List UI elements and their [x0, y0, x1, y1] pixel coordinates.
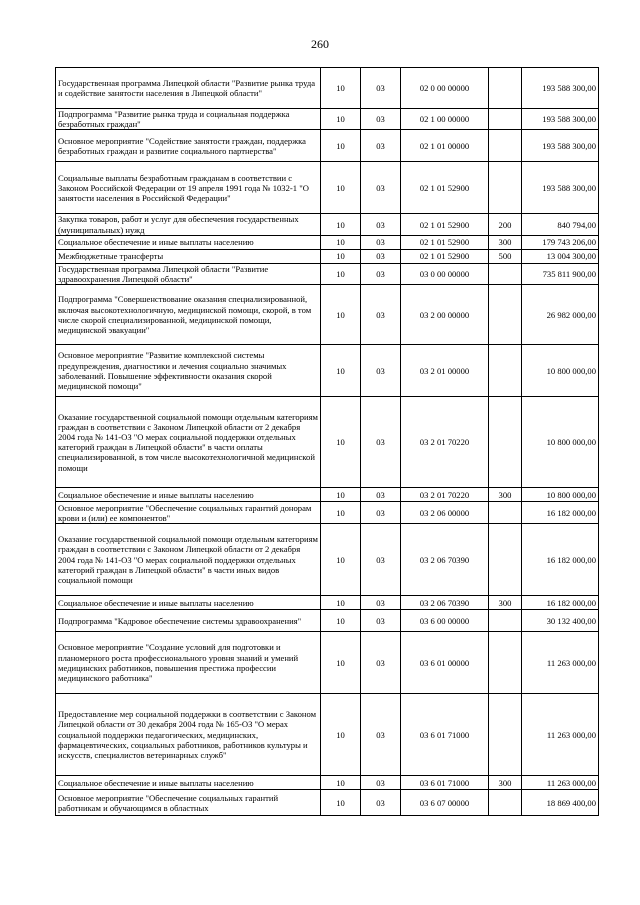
row-name: Основное мероприятие "Обеспечение социальных гарантий донорам крови и (или) ее компонентов"	[56, 502, 321, 524]
row-target-article: 03 6 01 71000	[401, 776, 489, 790]
row-amount: 30 132 400,00	[522, 610, 599, 632]
row-target-article: 02 1 00 00000	[401, 109, 489, 130]
row-section: 10	[321, 162, 361, 214]
row-subsection: 03	[361, 345, 401, 397]
row-name: Социальные выплаты безработным гражданам в соответствии с Законом Российской Федерации от 19 апреля 1991 года № 1032-1 "О занятости населения в Российской Федерации"	[56, 162, 321, 214]
row-section: 10	[321, 610, 361, 632]
row-subsection: 03	[361, 632, 401, 694]
row-target-article: 03 6 01 71000	[401, 694, 489, 776]
row-amount: 10 800 000,00	[522, 397, 599, 488]
row-section: 10	[321, 249, 361, 263]
row-expense-type: 500	[489, 249, 522, 263]
row-expense-type	[489, 285, 522, 345]
table-row	[56, 214, 599, 235]
row-expense-type	[489, 502, 522, 524]
row-target-article: 02 1 01 52900	[401, 249, 489, 263]
row-target-article: 03 2 01 70220	[401, 488, 489, 502]
row-expense-type	[489, 790, 522, 816]
table-row	[56, 68, 599, 109]
table-row	[56, 596, 599, 610]
row-name: Подпрограмма "Кадровое обеспечение системы здравоохранения"	[56, 610, 321, 632]
row-expense-type	[489, 68, 522, 109]
row-section: 10	[321, 632, 361, 694]
row-section: 10	[321, 596, 361, 610]
row-amount: 193 588 300,00	[522, 109, 599, 130]
row-section: 10	[321, 263, 361, 284]
row-name: Социальное обеспечение и иные выплаты населению	[56, 488, 321, 502]
table-row	[56, 285, 599, 345]
table-row	[56, 345, 599, 397]
table-row	[56, 130, 599, 162]
row-subsection: 03	[361, 524, 401, 596]
row-name: Социальное обеспечение и иные выплаты населению	[56, 776, 321, 790]
table-row	[56, 488, 599, 502]
row-target-article: 03 2 06 00000	[401, 502, 489, 524]
row-target-article: 02 1 01 52900	[401, 162, 489, 214]
row-section: 10	[321, 214, 361, 235]
row-name: Межбюджетные трансферты	[56, 249, 321, 263]
budget-table	[55, 67, 599, 816]
row-amount: 193 588 300,00	[522, 130, 599, 162]
row-expense-type	[489, 397, 522, 488]
table-row	[56, 502, 599, 524]
row-expense-type	[489, 130, 522, 162]
row-target-article: 03 2 01 70220	[401, 397, 489, 488]
row-subsection: 03	[361, 68, 401, 109]
row-section: 10	[321, 790, 361, 816]
row-section: 10	[321, 488, 361, 502]
row-section: 10	[321, 524, 361, 596]
row-target-article: 02 1 01 52900	[401, 235, 489, 249]
table-row	[56, 776, 599, 790]
row-name: Социальное обеспечение и иные выплаты населению	[56, 596, 321, 610]
row-expense-type: 200	[489, 214, 522, 235]
row-amount: 11 263 000,00	[522, 776, 599, 790]
row-expense-type	[489, 632, 522, 694]
row-amount: 10 800 000,00	[522, 345, 599, 397]
row-section: 10	[321, 502, 361, 524]
row-subsection: 03	[361, 776, 401, 790]
row-amount: 16 182 000,00	[522, 524, 599, 596]
row-amount: 193 588 300,00	[522, 162, 599, 214]
row-amount: 10 800 000,00	[522, 488, 599, 502]
row-expense-type	[489, 694, 522, 776]
row-subsection: 03	[361, 109, 401, 130]
row-section: 10	[321, 68, 361, 109]
row-name: Основное мероприятие "Создание условий для подготовки и планомерного роста профессионального уровня знаний и умений медицинских работников, повышения престижа профессии медицинского работника"	[56, 632, 321, 694]
row-amount: 26 982 000,00	[522, 285, 599, 345]
row-subsection: 03	[361, 235, 401, 249]
row-target-article: 03 6 01 00000	[401, 632, 489, 694]
row-subsection: 03	[361, 214, 401, 235]
row-subsection: 03	[361, 596, 401, 610]
row-amount: 11 263 000,00	[522, 694, 599, 776]
row-name: Основное мероприятие "Развитие комплексной системы предупреждения, диагностики и лечения социально значимых заболеваний. Повышение эффективности оказания скорой медицинской помощи"	[56, 345, 321, 397]
table-row	[56, 524, 599, 596]
row-expense-type	[489, 610, 522, 632]
row-section: 10	[321, 235, 361, 249]
row-expense-type	[489, 162, 522, 214]
row-target-article: 03 6 07 00000	[401, 790, 489, 816]
row-expense-type: 300	[489, 488, 522, 502]
row-name: Социальное обеспечение и иные выплаты населению	[56, 235, 321, 249]
row-subsection: 03	[361, 488, 401, 502]
page-number: 260	[311, 37, 329, 51]
row-section: 10	[321, 397, 361, 488]
row-target-article: 02 1 01 00000	[401, 130, 489, 162]
row-amount: 16 182 000,00	[522, 596, 599, 610]
table-row	[56, 397, 599, 488]
table-row	[56, 162, 599, 214]
row-subsection: 03	[361, 249, 401, 263]
row-name: Закупка товаров, работ и услуг для обеспечения государственных (муниципальных) нужд	[56, 214, 321, 235]
row-section: 10	[321, 130, 361, 162]
row-name: Подпрограмма "Развитие рынка труда и социальная поддержка безработных граждан"	[56, 109, 321, 130]
row-section: 10	[321, 694, 361, 776]
row-expense-type: 300	[489, 776, 522, 790]
row-name: Предоставление мер социальной поддержки в соответствии с Законом Липецкой области от 30 декабря 2004 года № 165-ОЗ "О мерах социальной поддержки педагогических, медицинских, фармацевтических, социальных работников, работников культуры и искусств, специалистов ветеринарных служб"	[56, 694, 321, 776]
table-row	[56, 610, 599, 632]
table-row	[56, 263, 599, 284]
row-subsection: 03	[361, 263, 401, 284]
row-amount: 735 811 900,00	[522, 263, 599, 284]
row-amount: 16 182 000,00	[522, 502, 599, 524]
row-subsection: 03	[361, 790, 401, 816]
row-amount: 840 794,00	[522, 214, 599, 235]
table-row	[56, 109, 599, 130]
table-row	[56, 249, 599, 263]
table-row	[56, 632, 599, 694]
row-expense-type: 300	[489, 596, 522, 610]
table-row	[56, 790, 599, 816]
row-section: 10	[321, 345, 361, 397]
row-name: Основное мероприятие "Обеспечение социальных гарантий работникам и обучающимся в областных	[56, 790, 321, 816]
row-section: 10	[321, 109, 361, 130]
row-name: Государственная программа Липецкой области "Развитие рынка труда и содействие занятости населения в Липецкой области"	[56, 68, 321, 109]
row-amount: 18 869 400,00	[522, 790, 599, 816]
row-target-article: 03 2 06 70390	[401, 596, 489, 610]
row-target-article: 03 2 00 00000	[401, 285, 489, 345]
row-expense-type: 300	[489, 235, 522, 249]
row-expense-type	[489, 345, 522, 397]
row-expense-type	[489, 524, 522, 596]
row-subsection: 03	[361, 397, 401, 488]
row-expense-type	[489, 263, 522, 284]
row-expense-type	[489, 109, 522, 130]
row-subsection: 03	[361, 130, 401, 162]
row-amount: 11 263 000,00	[522, 632, 599, 694]
table-row	[56, 235, 599, 249]
row-target-article: 02 1 01 52900	[401, 214, 489, 235]
row-subsection: 03	[361, 694, 401, 776]
row-name: Государственная программа Липецкой области "Развитие здравоохранения Липецкой области"	[56, 263, 321, 284]
table-row	[56, 694, 599, 776]
budget-table-body	[56, 68, 599, 816]
row-section: 10	[321, 776, 361, 790]
row-target-article: 02 0 00 00000	[401, 68, 489, 109]
row-name: Подпрограмма "Совершенствование оказания специализированной, включая высокотехнологичную, медицинской помощи, скорой, в том числе скорой специализированной, медицинской помощи, медицинской эвакуации"	[56, 285, 321, 345]
row-section: 10	[321, 285, 361, 345]
row-target-article: 03 2 01 00000	[401, 345, 489, 397]
row-amount: 179 743 206,00	[522, 235, 599, 249]
row-name: Оказание государственной социальной помощи отдельным категориям граждан в соответствии с Законом Липецкой области от 2 декабря 2004 года № 141-ОЗ "О мерах социальной поддержки отдельных категорий граждан в Липецкой области" в части оплаты специализированной, в том числе высокотехнологичной медицинской помощи	[56, 397, 321, 488]
row-target-article: 03 0 00 00000	[401, 263, 489, 284]
row-amount: 13 004 300,00	[522, 249, 599, 263]
row-subsection: 03	[361, 285, 401, 345]
row-target-article: 03 2 06 70390	[401, 524, 489, 596]
row-subsection: 03	[361, 610, 401, 632]
row-name: Оказание государственной социальной помощи отдельным категориям граждан в соответствии с Законом Липецкой области от 2 декабря 2004 года № 141-ОЗ "О мерах социальной поддержки отдельных категорий граждан в Липецкой области" в части иных видов социальной помощи	[56, 524, 321, 596]
row-subsection: 03	[361, 162, 401, 214]
row-target-article: 03 6 00 00000	[401, 610, 489, 632]
row-amount: 193 588 300,00	[522, 68, 599, 109]
row-subsection: 03	[361, 502, 401, 524]
row-name: Основное мероприятие "Содействие занятости граждан, поддержка безработных граждан и развитие социального партнерства"	[56, 130, 321, 162]
